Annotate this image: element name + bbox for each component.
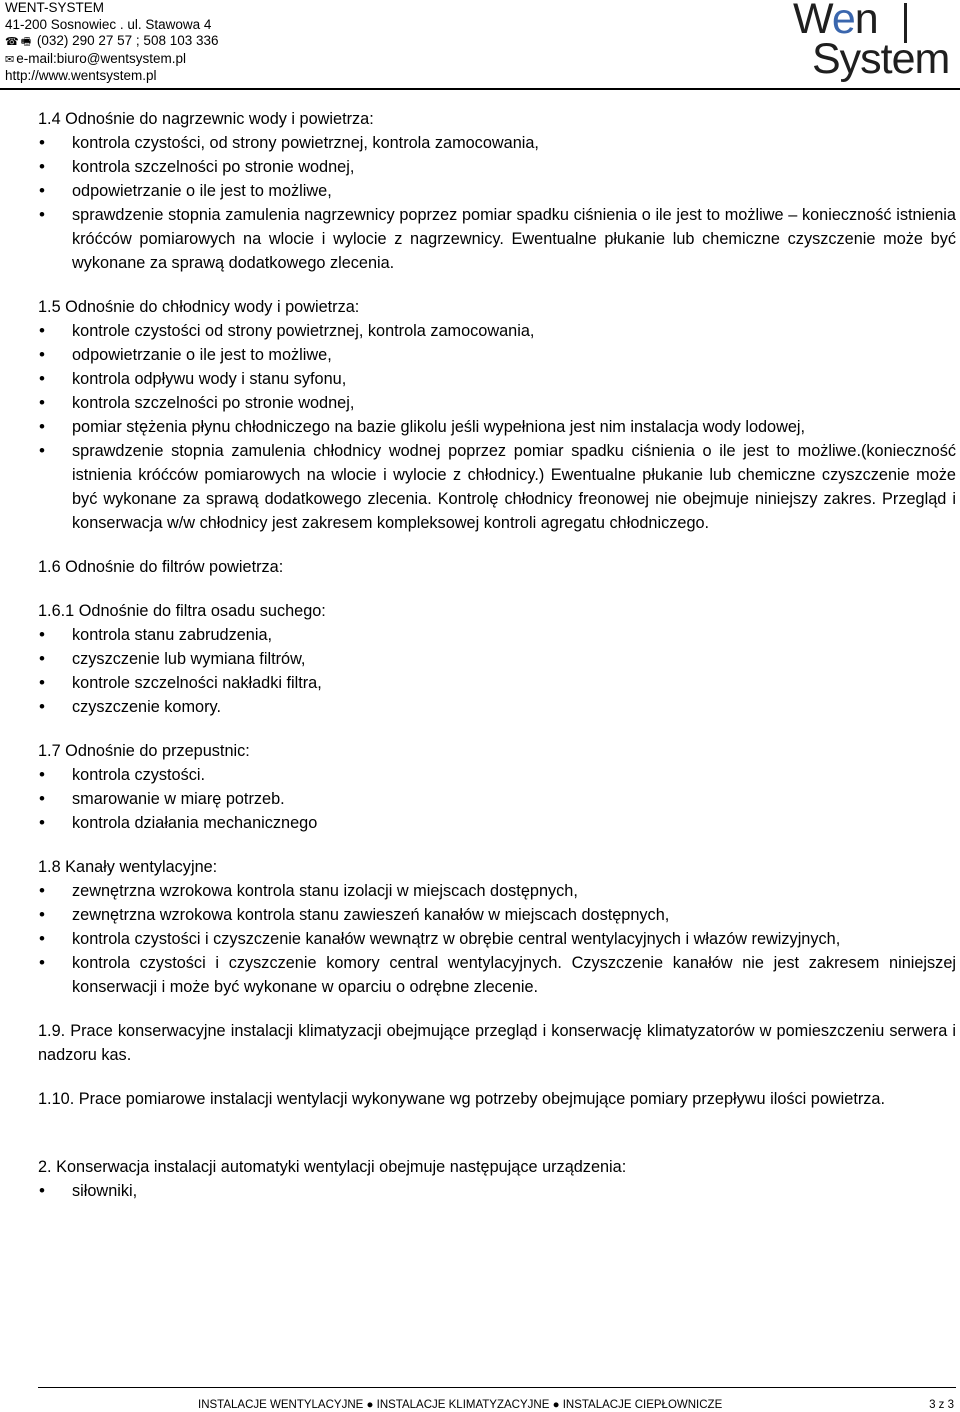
list-item: • smarowanie w miarę potrzeb.: [38, 787, 956, 811]
list-item: • zewnętrzna wzrokowa kontrola stanu izolacji w miejscach dostępnych,: [38, 879, 956, 903]
section-1-7-list: [38, 763, 956, 835]
page-header: [0, 0, 960, 90]
list-item: • kontrola czystości, od strony powietrznej, kontrola zamocowania,: [38, 131, 956, 155]
company-phone-line: [5, 33, 219, 51]
section-1-5-list: [38, 319, 956, 535]
list-item: • czyszczenie lub wymiana filtrów,: [38, 647, 956, 671]
section-1-4-list: [38, 131, 956, 275]
wentsystem-logo: [793, 0, 955, 84]
list-item: • odpowietrzanie o ile jest to możliwe,: [38, 179, 956, 203]
header-divider: [0, 88, 960, 90]
envelope-icon: ✉: [5, 53, 15, 66]
list-item: • sprawdzenie stopnia zamulenia nagrzewnicy poprzez pomiar spadku ciśnienia o ile jest to możliwe – konieczność istnienia króćców pomiarowych na wlocie i wylocie z nagrzewnicy. Ewentualne płukanie lub chemiczne czyszczenie może być wykonane za sprawą dodatkowego zlecenia.: [38, 203, 956, 275]
section-1-6-title: 1.6 Odnośnie do filtrów powietrza:: [38, 558, 284, 576]
list-item: • siłowniki,: [38, 1179, 956, 1203]
company-info: [5, 0, 219, 85]
section-2-title: 2. Konserwacja instalacji automatyki wentylacji obejmuje następujące urządzenia:: [38, 1158, 627, 1176]
list-item: • kontrola stanu zabrudzenia,: [38, 623, 956, 647]
company-name: WENT-SYSTEM: [5, 0, 105, 15]
section-1-10-text: 1.10. Prace pomiarowe instalacji wentylacji wykonywane wg potrzeby obejmujące pomiary przepływu ilości powietrza.: [38, 1090, 886, 1108]
company-email[interactable]: e-mail:biuro@wentsystem.pl: [16, 50, 186, 66]
list-item: • kontrola działania mechanicznego: [38, 811, 956, 835]
fax-icon: 🖷: [20, 36, 32, 48]
logo-line-2: System: [812, 35, 950, 83]
list-item: • kontrola czystości.: [38, 763, 956, 787]
phone-icon: ☎: [5, 36, 19, 48]
list-item: • zewnętrzna wzrokowa kontrola stanu zawieszeń kanałów w miejscach dostępnych,: [38, 903, 956, 927]
footer-services: INSTALACJE WENTYLACYJNE ● INSTALACJE KLIMATYZACYJNE ● INSTALACJE CIEPŁOWNICZE: [198, 1399, 723, 1411]
company-email-line: [5, 51, 219, 69]
list-item: • kontrola czystości i czyszczenie komory central wentylacyjnych. Czyszczenie kanałów nie jest zakresem niniejszej konserwacji i może być wykonane w oparciu o odrębne zlecenie.: [38, 951, 956, 999]
list-item: • odpowietrzanie o ile jest to możliwe,: [38, 343, 956, 367]
page-footer: [38, 1387, 956, 1411]
section-1-6-1-title: 1.6.1 Odnośnie do filtra osadu suchego:: [38, 602, 326, 620]
section-1-8-title: 1.8 Kanały wentylacyjne:: [38, 858, 218, 876]
list-item: • pomiar stężenia płynu chłodniczego na bazie glikolu jeśli wypełniona jest nim instalacja wody lodowej,: [38, 415, 956, 439]
section-1-9-text: 1.9. Prace konserwacyjne instalacji klimatyzacji obejmujące przegląd i konserwację klimatyzatorów w pomieszczeniu serwera i nadzoru kas.: [38, 1022, 956, 1064]
document-body: [38, 107, 956, 1203]
list-item: • kontrola szczelności po stronie wodnej,: [38, 391, 956, 415]
section-1-6-1-list: [38, 623, 956, 719]
list-item: • kontrole szczelności nakładki filtra,: [38, 671, 956, 695]
list-item: • kontrole czystości od strony powietrznej, kontrola zamocowania,: [38, 319, 956, 343]
list-item: • czyszczenie komory.: [38, 695, 956, 719]
list-item: • sprawdzenie stopnia zamulenia chłodnicy wodnej poprzez pomiar spadku ciśnienia o ile jest to możliwe.(konieczność istnienia króćców pomiarowych na wlocie i wylocie z chłodnicy.) Ewentualne płukanie lub chemiczne czyszczenie może być wykonane za sprawą dodatkowego zlecenia. Kontrolę chłodnicy freonowej nie obejmuje niniejszy zakres. Przegląd i konserwacja w/w chłodnicy jest zakresem kompleksowej kontroli agregatu chłodniczego.: [38, 439, 956, 535]
logo-line-1: Wen: [793, 0, 878, 43]
page-number: 3 z 3: [929, 1399, 954, 1411]
company-phone: (032) 290 27 57 ; 508 103 336: [36, 33, 219, 48]
section-2-list: [38, 1179, 956, 1203]
section-1-8-list: [38, 879, 956, 999]
section-1-5-title: 1.5 Odnośnie do chłodnicy wody i powietrza:: [38, 298, 360, 316]
company-website[interactable]: http://www.wentsystem.pl: [5, 68, 157, 83]
list-item: • kontrola odpływu wody i stanu syfonu,: [38, 367, 956, 391]
list-item: • kontrola czystości i czyszczenie kanałów wewnątrz w obrębie central wentylacyjnych i włazów rewizyjnych,: [38, 927, 956, 951]
section-1-4-title: 1.4 Odnośnie do nagrzewnic wody i powietrza:: [38, 110, 374, 128]
company-address: 41-200 Sosnowiec . ul. Stawowa 4: [5, 16, 212, 32]
section-1-7-title: 1.7 Odnośnie do przepustnic:: [38, 742, 250, 760]
list-item: • kontrola szczelności po stronie wodnej,: [38, 155, 956, 179]
